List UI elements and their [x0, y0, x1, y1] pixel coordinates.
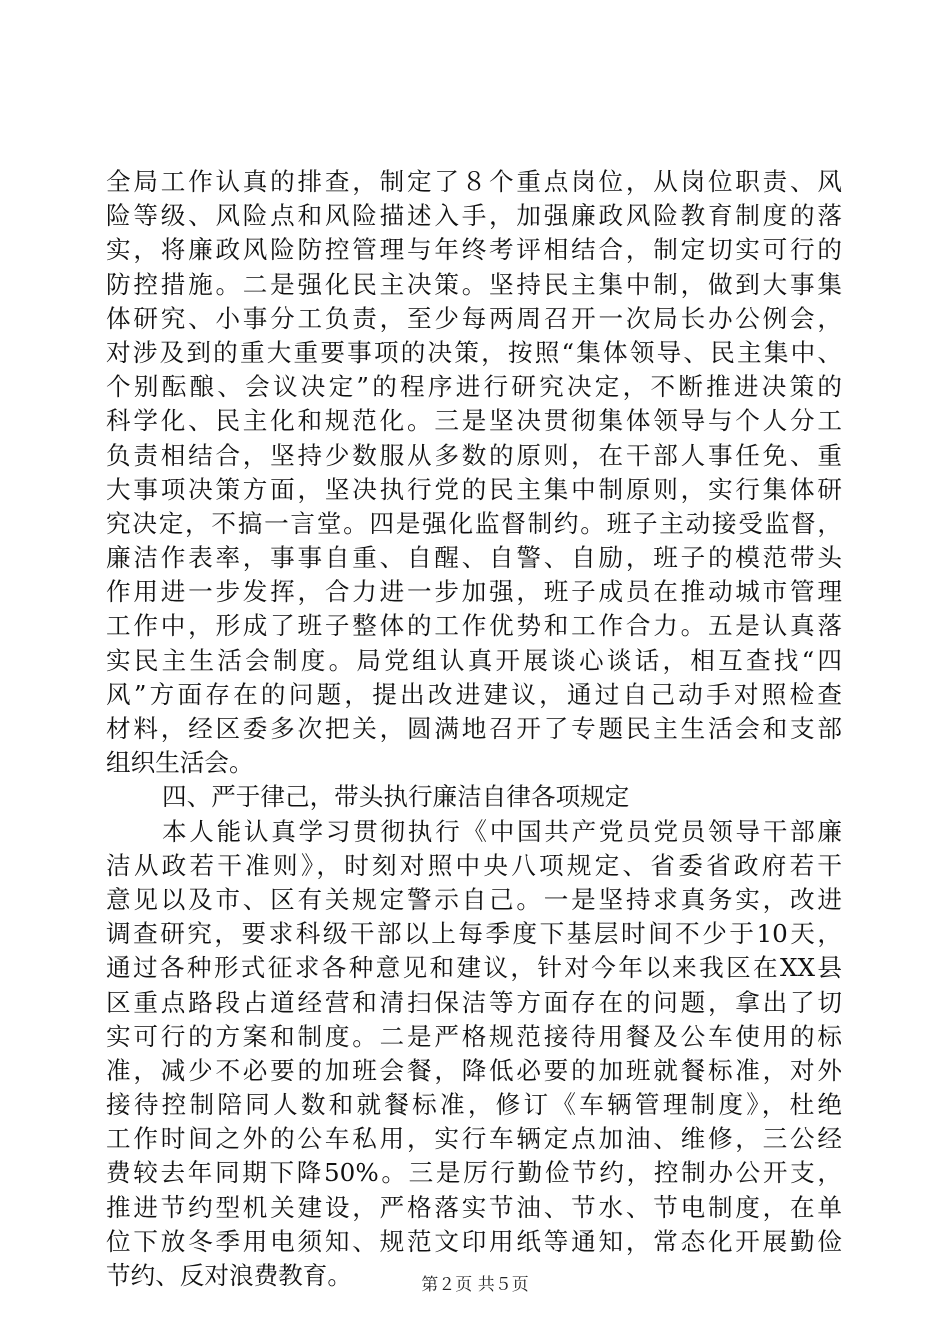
section-heading: 四、严于律己，带头执行廉洁自律各项规定: [162, 782, 630, 812]
document-body: [106, 165, 842, 1293]
text-line: 准，减少不必要的加班会餐，降低必要的加班就餐标准，对外: [106, 1055, 842, 1085]
text-line: 个别酝酿、会议决定”的程序进行研究决定，不断推进决策的: [106, 372, 842, 402]
text-line: 洁从政若干准则》，时刻对照中央八项规定、省委省政府若干: [106, 850, 842, 880]
text-line: 组织生活会。: [106, 748, 254, 778]
text-line: 区重点路段占道经营和清扫保洁等方面存在的问题，拿出了切: [106, 987, 842, 1017]
text-line: 材料，经区委多次把关，圆满地召开了专题民主生活会和支部: [106, 714, 842, 743]
text-line: 实，将廉政风险防控管理与年终考评相结合，制定切实可行的: [106, 235, 842, 265]
text-line: 位下放冬季用电须知、规范文印用纸等通知，常态化开展勤俭: [106, 1226, 842, 1256]
text-line: 风”方面存在的问题，提出改进建议，通过自己动手对照检查: [106, 679, 842, 709]
text-line: 廉洁作表率，事事自重、自醒、自警、自励，班子的模范带头: [106, 543, 842, 573]
text-line: 究决定，不搞一言堂。四是强化监督制约。班子主动接受监督，: [106, 508, 842, 538]
text-line: 工作时间之外的公车私用，实行车辆定点加油、维修，三公经: [106, 1124, 842, 1154]
text-line: 险等级、风险点和风险描述入手，加强廉政风险教育制度的落: [106, 201, 842, 231]
text-line: 实民主生活会制度。局党组认真开展谈心谈话，相互查找“四: [106, 645, 842, 675]
text-line: 全局工作认真的排查，制定了８个重点岗位，从岗位职责、风: [106, 167, 842, 196]
text-line: 通过各种形式征求各种意见和建议，针对今年以来我区在XX县: [106, 953, 842, 983]
text-line: 工作中，形成了班子整体的工作优势和工作合力。五是认真落: [106, 611, 842, 641]
text-line: 调查研究，要求科级干部以上每季度下基层时间不少于10天，: [106, 919, 842, 949]
text-line: 对涉及到的重大重要事项的决策，按照“集体领导、民主集中、: [106, 337, 842, 367]
text-line: 推进节约型机关建设，严格落实节油、节水、节电制度，在单: [106, 1192, 842, 1222]
text-line: 作用进一步发挥，合力进一步加强，班子成员在推动城市管理: [106, 577, 842, 607]
text-line: 科学化、民主化和规范化。三是坚决贯彻集体领导与个人分工: [106, 406, 842, 436]
text-line: 防控措施。二是强化民主决策。坚持民主集中制，做到大事集: [106, 269, 842, 299]
text-line: 负责相结合，坚持少数服从多数的原则，在干部人事任免、重: [106, 440, 842, 470]
text-line: 意见以及市、区有关规定警示自己。一是坚持求真务实，改进: [106, 884, 842, 914]
text-line: 节约、反对浪费教育。: [106, 1261, 352, 1290]
text-line: 大事项决策方面，坚决执行党的民主集中制原则，实行集体研: [106, 474, 842, 504]
text-line: 实可行的方案和制度。二是严格规范接待用餐及公车使用的标: [106, 1021, 842, 1051]
text-line: 本人能认真学习贯彻执行《中国共产党员党员领导干部廉: [162, 816, 842, 846]
page-number-footer: 第２页 共５页: [421, 1275, 529, 1295]
text-line: 体研究、小事分工负责，至少每两周召开一次局长办公例会，: [106, 303, 842, 333]
text-line: 费较去年同期下降50%。三是厉行勤俭节约，控制办公开支，: [106, 1158, 842, 1188]
text-line: 接待控制陪同人数和就餐标准，修订《车辆管理制度》，杜绝: [106, 1090, 842, 1120]
